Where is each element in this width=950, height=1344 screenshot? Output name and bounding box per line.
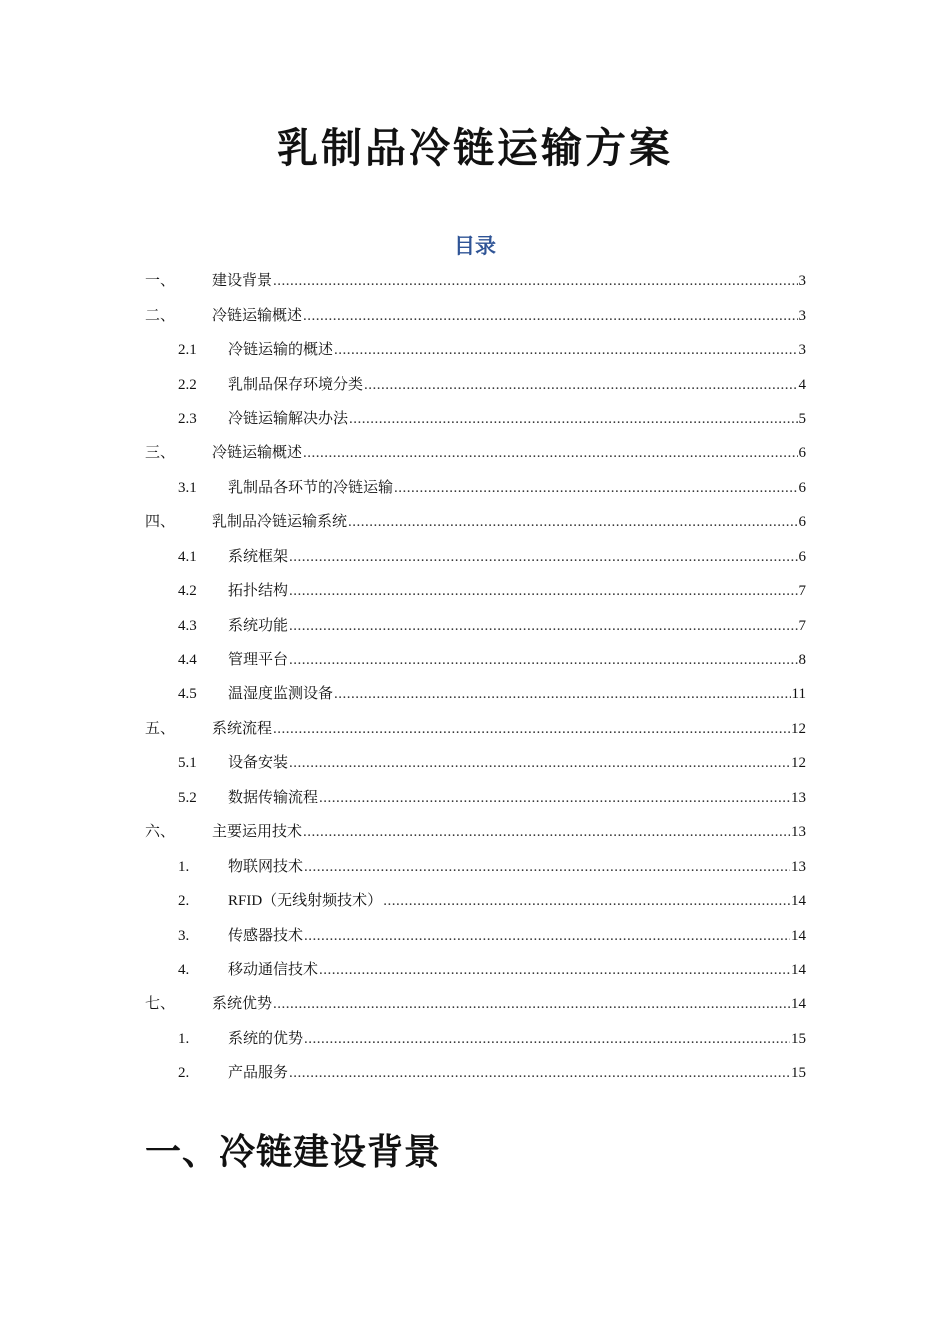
toc-entry[interactable] <box>145 918 806 952</box>
section-heading: 一、冷链建设背景 <box>145 1132 442 1172</box>
toc-entry[interactable] <box>145 367 806 401</box>
toc-dot-leader <box>273 719 790 739</box>
toc-entry[interactable] <box>145 953 806 987</box>
toc-entry-page: 7 <box>798 583 806 600</box>
toc-dot-leader <box>273 994 790 1014</box>
toc-entry-page: 6 <box>798 548 806 565</box>
toc-entry-label: 冷链运输的概述 <box>228 342 334 359</box>
toc-entry[interactable] <box>145 1022 806 1056</box>
toc-dot-leader <box>334 684 791 704</box>
toc-entry-page: 8 <box>798 652 806 669</box>
toc-entry[interactable] <box>145 471 806 505</box>
toc-entry-number: 1. <box>178 858 190 875</box>
toc-entry-page: 6 <box>798 479 806 496</box>
toc-entry-number: 5.1 <box>178 755 197 772</box>
toc-entry-page: 12 <box>791 755 806 772</box>
toc-entry-number: 4.1 <box>178 548 197 565</box>
toc-dot-leader <box>304 926 790 946</box>
toc-dot-leader <box>303 443 797 463</box>
toc-entry-number: 4.5 <box>178 686 197 703</box>
toc-entry-label: RFID（无线射频技术） <box>228 893 383 910</box>
toc-entry[interactable] <box>145 333 806 367</box>
toc-dot-leader <box>289 616 797 636</box>
toc-entry-number: 2. <box>178 893 190 910</box>
toc-entry[interactable] <box>145 884 806 918</box>
toc-entry-number: 三、 <box>145 445 176 462</box>
toc-entry-number: 六、 <box>145 824 176 841</box>
toc-entry-label: 冷链运输解决办法 <box>228 410 349 427</box>
toc-entry-page: 14 <box>791 961 806 978</box>
toc-entry-number: 4.2 <box>178 583 197 600</box>
toc-entry-label: 传感器技术 <box>228 927 304 944</box>
toc-entry-label: 移动通信技术 <box>228 961 319 978</box>
toc-entry-label: 管理平台 <box>228 652 289 669</box>
toc-entry-label: 主要运用技术 <box>212 824 303 841</box>
toc-entry-label: 冷链运输概述 <box>212 445 303 462</box>
toc-entry-page: 7 <box>798 617 806 634</box>
toc-entry-number: 2. <box>178 1065 190 1082</box>
toc-dot-leader <box>303 822 790 842</box>
toc-entry-label: 系统流程 <box>212 720 273 737</box>
toc-entry[interactable] <box>145 574 806 608</box>
toc-dot-leader <box>348 512 797 532</box>
toc-entry-label: 物联网技术 <box>228 858 304 875</box>
toc-dot-leader <box>394 478 797 498</box>
toc-entry-page: 13 <box>791 789 806 806</box>
toc-entry-page: 5 <box>798 410 806 427</box>
toc-entry-page: 3 <box>798 273 806 290</box>
toc-entry-page: 15 <box>791 1065 806 1082</box>
toc-entry[interactable] <box>145 264 806 298</box>
toc-entry-number: 3. <box>178 927 190 944</box>
toc-entry-label: 乳制品保存环境分类 <box>228 376 364 393</box>
toc-entry-page: 3 <box>798 307 806 324</box>
toc-entry-number: 五、 <box>145 720 176 737</box>
toc-dot-leader <box>319 788 790 808</box>
toc-dot-leader <box>303 306 797 326</box>
toc-dot-leader <box>289 753 790 773</box>
toc-entry-page: 4 <box>798 376 806 393</box>
toc-entry-page: 6 <box>798 445 806 462</box>
toc-entry-page: 14 <box>791 996 806 1013</box>
toc-entry-number: 2.3 <box>178 410 197 427</box>
toc-entry[interactable] <box>145 815 806 849</box>
toc-entry-number: 四、 <box>145 514 176 531</box>
toc-entry[interactable] <box>145 849 806 883</box>
toc-entry-label: 温湿度监测设备 <box>228 686 334 703</box>
toc-entry-label: 系统优势 <box>212 996 273 1013</box>
toc-entry-page: 11 <box>791 686 806 703</box>
toc-entry-label: 拓扑结构 <box>228 583 289 600</box>
toc-entry[interactable] <box>145 298 806 332</box>
toc-dot-leader <box>383 891 790 911</box>
toc-dot-leader <box>273 271 797 291</box>
toc-entry[interactable] <box>145 746 806 780</box>
toc-dot-leader <box>289 650 797 670</box>
toc-entry-number: 5.2 <box>178 789 197 806</box>
document-title: 乳制品冷链运输方案 <box>277 125 673 171</box>
toc-entry[interactable] <box>145 402 806 436</box>
toc-entry-label: 建设背景 <box>212 273 273 290</box>
toc-dot-leader <box>334 340 797 360</box>
toc-dot-leader <box>349 409 797 429</box>
toc-entry-number: 4. <box>178 961 190 978</box>
toc-entry[interactable] <box>145 1056 806 1090</box>
toc-entry-number: 3.1 <box>178 479 197 496</box>
toc-entry[interactable] <box>145 987 806 1021</box>
toc-entry-number: 二、 <box>145 307 176 324</box>
toc-entry[interactable] <box>145 608 806 642</box>
toc-entry-page: 14 <box>791 893 806 910</box>
toc-dot-leader <box>364 375 797 395</box>
toc-heading: 目录 <box>454 234 496 258</box>
toc-dot-leader <box>319 960 790 980</box>
toc-entry-page: 15 <box>791 1030 806 1047</box>
toc-dot-leader <box>289 547 797 567</box>
toc-dot-leader <box>304 1029 790 1049</box>
toc-entry-number: 4.3 <box>178 617 197 634</box>
toc-entry-page: 12 <box>791 720 806 737</box>
toc-entry-page: 3 <box>798 342 806 359</box>
toc-entry-number: 4.4 <box>178 652 197 669</box>
toc-entry-label: 冷链运输概述 <box>212 307 303 324</box>
toc-entry-label: 产品服务 <box>228 1065 289 1082</box>
toc-entry[interactable] <box>145 436 806 470</box>
toc-entry-page: 13 <box>791 858 806 875</box>
toc-entry[interactable] <box>145 540 806 574</box>
toc-entry[interactable] <box>145 677 806 711</box>
toc-entry-number: 一、 <box>145 273 176 290</box>
toc-entry-page: 6 <box>798 514 806 531</box>
toc-entry[interactable] <box>145 712 806 746</box>
toc-entry-label: 系统框架 <box>228 548 289 565</box>
toc-entry-label: 乳制品冷链运输系统 <box>212 514 348 531</box>
toc-entry-number: 2.1 <box>178 342 197 359</box>
toc-entry-label: 数据传输流程 <box>228 789 319 806</box>
toc-dot-leader <box>289 1063 790 1083</box>
toc-entry[interactable] <box>145 643 806 677</box>
table-of-contents <box>145 264 806 1091</box>
toc-entry-number: 1. <box>178 1030 190 1047</box>
toc-entry[interactable] <box>145 505 806 539</box>
toc-entry-page: 14 <box>791 927 806 944</box>
toc-dot-leader <box>304 857 790 877</box>
toc-entry-page: 13 <box>791 824 806 841</box>
toc-entry[interactable] <box>145 781 806 815</box>
toc-entry-label: 乳制品各环节的冷链运输 <box>228 479 394 496</box>
toc-dot-leader <box>289 581 797 601</box>
toc-entry-label: 设备安装 <box>228 755 289 772</box>
toc-entry-number: 2.2 <box>178 376 197 393</box>
toc-entry-number: 七、 <box>145 996 176 1013</box>
toc-entry-label: 系统的优势 <box>228 1030 304 1047</box>
toc-entry-label: 系统功能 <box>228 617 289 634</box>
